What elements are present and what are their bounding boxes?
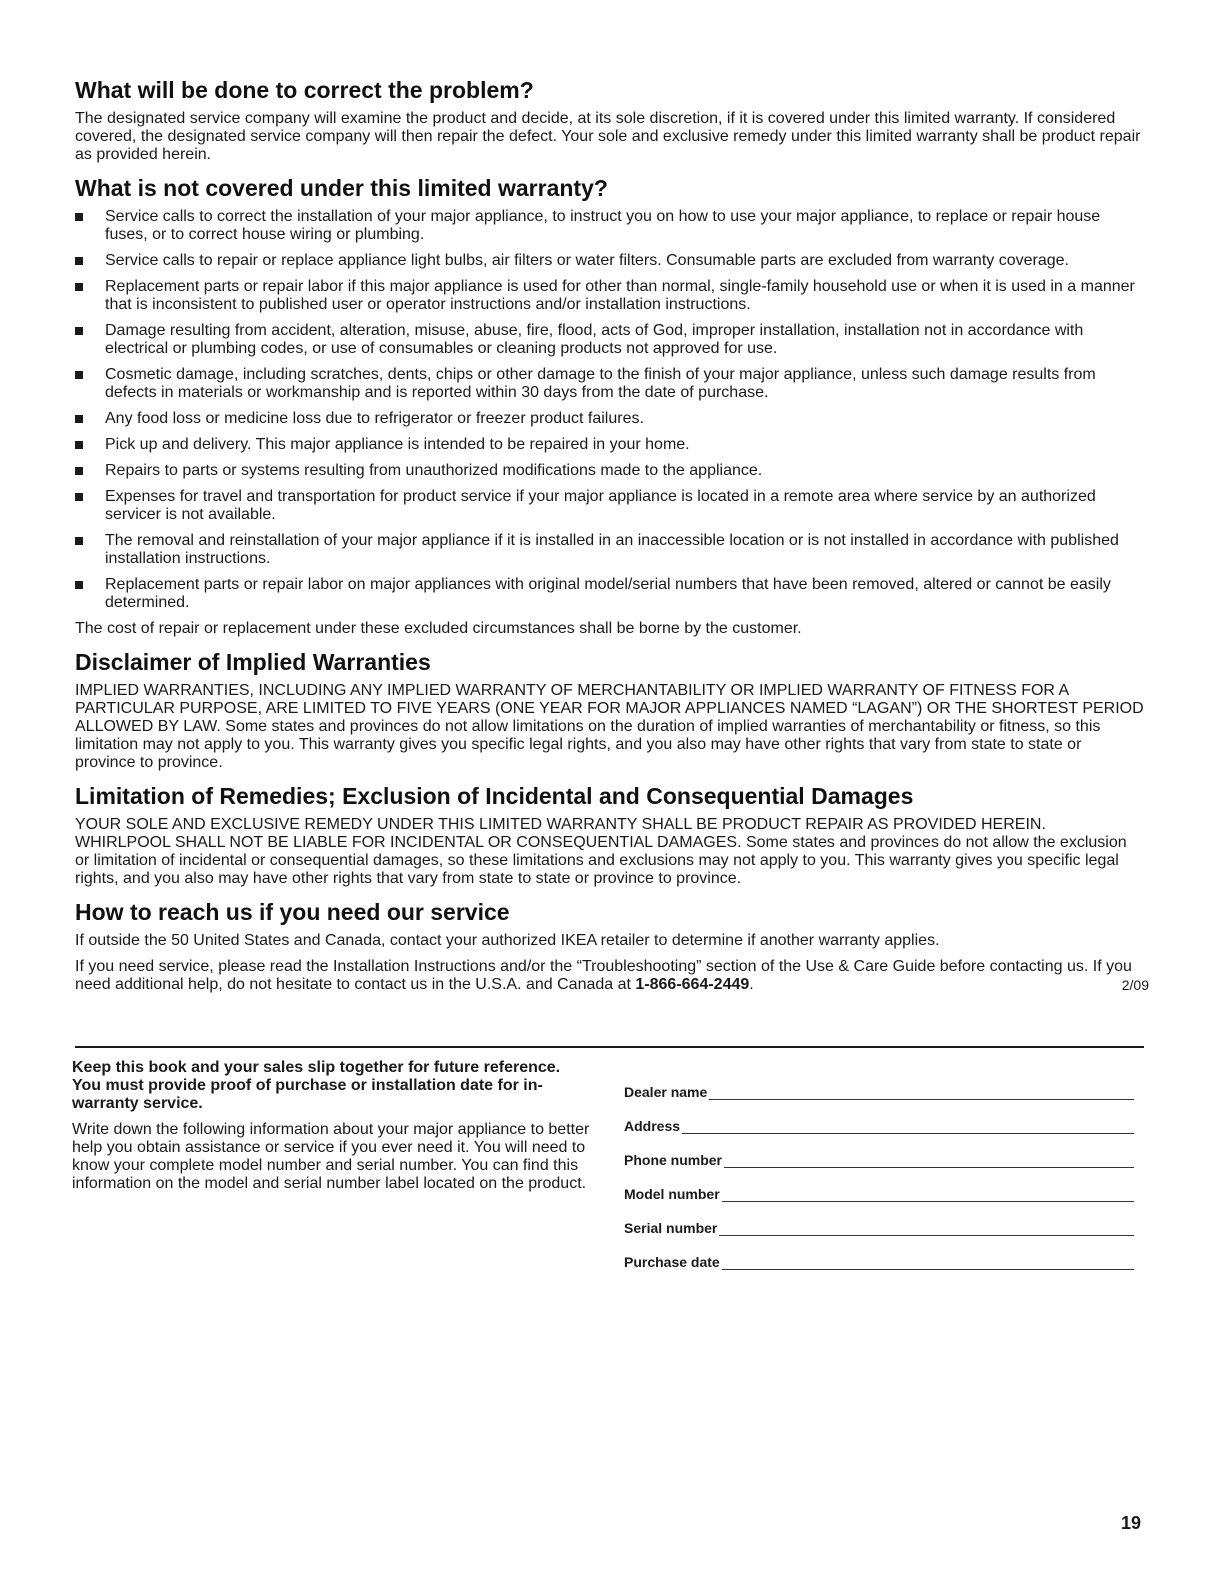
list-item: Repairs to parts or systems resulting from unauthorized modifications made to the appliance. bbox=[75, 462, 1145, 480]
serial-number-field[interactable] bbox=[624, 1202, 1134, 1236]
field-label: Serial number bbox=[624, 1220, 718, 1236]
address-field[interactable] bbox=[624, 1100, 1134, 1134]
divider bbox=[75, 1046, 1144, 1048]
section-title: How to reach us if you need our service bbox=[75, 899, 510, 925]
warranty-content bbox=[75, 76, 1149, 994]
fill-line[interactable] bbox=[722, 1187, 1134, 1202]
section-reach-us bbox=[75, 898, 1149, 994]
service-contact-post: . bbox=[749, 976, 754, 993]
list-item: Any food loss or medicine loss due to refrigerator or freezer product failures. bbox=[75, 410, 1145, 428]
list-item: Service calls to repair or replace appliance light bulbs, air filters or water filters. Consumable parts are excluded from warranty coverage. bbox=[75, 252, 1145, 270]
phone-number-field[interactable] bbox=[624, 1134, 1134, 1168]
field-label: Address bbox=[624, 1118, 681, 1134]
field-label: Model number bbox=[624, 1186, 720, 1202]
section-title: What will be done to correct the problem? bbox=[75, 77, 534, 103]
section-title: Disclaimer of Implied Warranties bbox=[75, 649, 431, 675]
service-contact-pre: If you need service, please read the Installation Instructions and/or the “Troubleshooting” section of the Use & Care Guide before contacting us. If you need additional help, do not hesitate to contact us in the U.S.A. and Canada at bbox=[75, 958, 1132, 993]
purchase-date-field[interactable] bbox=[624, 1236, 1134, 1270]
list-item: The removal and reinstallation of your major appliance if it is installed in an inaccessible location or is not installed in accordance with published installation instructions. bbox=[75, 532, 1145, 568]
section-body: YOUR SOLE AND EXCLUSIVE REMEDY UNDER THIS LIMITED WARRANTY SHALL BE PRODUCT REPAIR AS PROVIDED HEREIN. WHIRLPOOL SHALL NOT BE LIABLE FOR INCIDENTAL OR CONSEQUENTIAL DAMAGES. Some states and provinces do not allow the exclusion or limitation of incidental or consequential damages, so these limitations and exclusions may not apply to you. This warranty gives you specific legal rights, and you also may have other rights that vary from state to state or province to province. bbox=[75, 816, 1127, 887]
fill-line[interactable] bbox=[709, 1085, 1134, 1100]
list-item: Expenses for travel and transportation for product service if your major appliance is located in a remote area where service by an authorized servicer is not available. bbox=[75, 488, 1145, 524]
record-form bbox=[624, 1066, 1134, 1270]
section-title: What is not covered under this limited warranty? bbox=[75, 175, 608, 201]
field-label: Phone number bbox=[624, 1152, 723, 1168]
section-title: Limitation of Remedies; Exclusion of Incidental and Consequential Damages bbox=[75, 783, 914, 809]
fill-line[interactable] bbox=[722, 1255, 1134, 1270]
section-disclaimer bbox=[75, 648, 1145, 772]
outside-us-text: If outside the 50 United States and Canada, contact your authorized IKEA retailer to determine if another warranty applies. bbox=[75, 932, 940, 949]
write-down-text: Write down the following information about your major appliance to better help you obtain assistance or service if you ever need it. You will need to know your complete model number and serial number. You can find this information on the model and serial number label located on the product. bbox=[72, 1121, 590, 1192]
date-code: 2/09 bbox=[1121, 977, 1149, 993]
fill-line[interactable] bbox=[719, 1221, 1134, 1236]
phone-number: 1-866-664-2449 bbox=[635, 976, 750, 993]
list-item: Replacement parts or repair labor if this major appliance is used for other than normal, single-family household use or when it is used in a manner that is inconsistent to published user or operator instructions and/or installation instructions. bbox=[75, 278, 1145, 314]
section-correct-problem bbox=[75, 76, 1145, 164]
field-label: Purchase date bbox=[624, 1254, 720, 1270]
model-number-field[interactable] bbox=[624, 1168, 1134, 1202]
page-number: 19 bbox=[1120, 1513, 1141, 1533]
fill-line[interactable] bbox=[724, 1153, 1134, 1168]
section-body: IMPLIED WARRANTIES, INCLUDING ANY IMPLIED WARRANTY OF MERCHANTABILITY OR IMPLIED WARRANTY OF FITNESS FOR A PARTICULAR PURPOSE, ARE LIMITED TO FIVE YEARS (ONE YEAR FOR MAJOR APPLIANCES NAMED “LAGAN”) OR THE SHORTEST PERIOD ALLOWED BY LAW. Some states and provinces do not allow limitations on the duration of implied warranties of merchantability or fitness, so this limitation may not apply to you. This warranty gives you specific legal rights, and you also may have other rights that vary from state to state or province to province. bbox=[75, 682, 1144, 771]
section-not-covered bbox=[75, 174, 1145, 638]
list-item: Replacement parts or repair labor on major appliances with original model/serial numbers that have been removed, altered or cannot be easily determined. bbox=[75, 576, 1145, 612]
record-instructions bbox=[72, 1059, 592, 1193]
list-item: Damage resulting from accident, alteration, misuse, abuse, fire, flood, acts of God, improper installation, installation not in accordance with electrical or plumbing codes, or use of consumables or cleaning products not approved for use. bbox=[75, 322, 1145, 358]
excluded-cost-note: The cost of repair or replacement under these excluded circumstances shall be borne by the customer. bbox=[75, 620, 802, 637]
list-item: Pick up and delivery. This major appliance is intended to be repaired in your home. bbox=[75, 436, 1145, 454]
list-item: Cosmetic damage, including scratches, dents, chips or other damage to the finish of your major appliance, unless such damage results from defects in materials or workmanship and is reported within 30 days from the date of purchase. bbox=[75, 366, 1145, 402]
keep-book-text: Keep this book and your sales slip together for future reference. You must provide proof of purchase or installation date for in-warranty service. bbox=[72, 1059, 561, 1112]
list-item: Service calls to correct the installation of your major appliance, to instruct you on how to use your major appliance, to replace or repair house fuses, or to correct house wiring or plumbing. bbox=[75, 208, 1145, 244]
section-limitation bbox=[75, 782, 1145, 888]
not-covered-list bbox=[75, 208, 1145, 612]
field-label: Dealer name bbox=[624, 1084, 708, 1100]
fill-line[interactable] bbox=[682, 1119, 1134, 1134]
dealer-name-field[interactable] bbox=[624, 1066, 1134, 1100]
service-contact-text bbox=[75, 958, 1149, 994]
section-body: The designated service company will examine the product and decide, at its sole discretion, if it is covered under this limited warranty. If considered covered, the designated service company will then repair the defect. Your sole and exclusive remedy under this limited warranty shall be product repair as provided herein. bbox=[75, 110, 1141, 163]
